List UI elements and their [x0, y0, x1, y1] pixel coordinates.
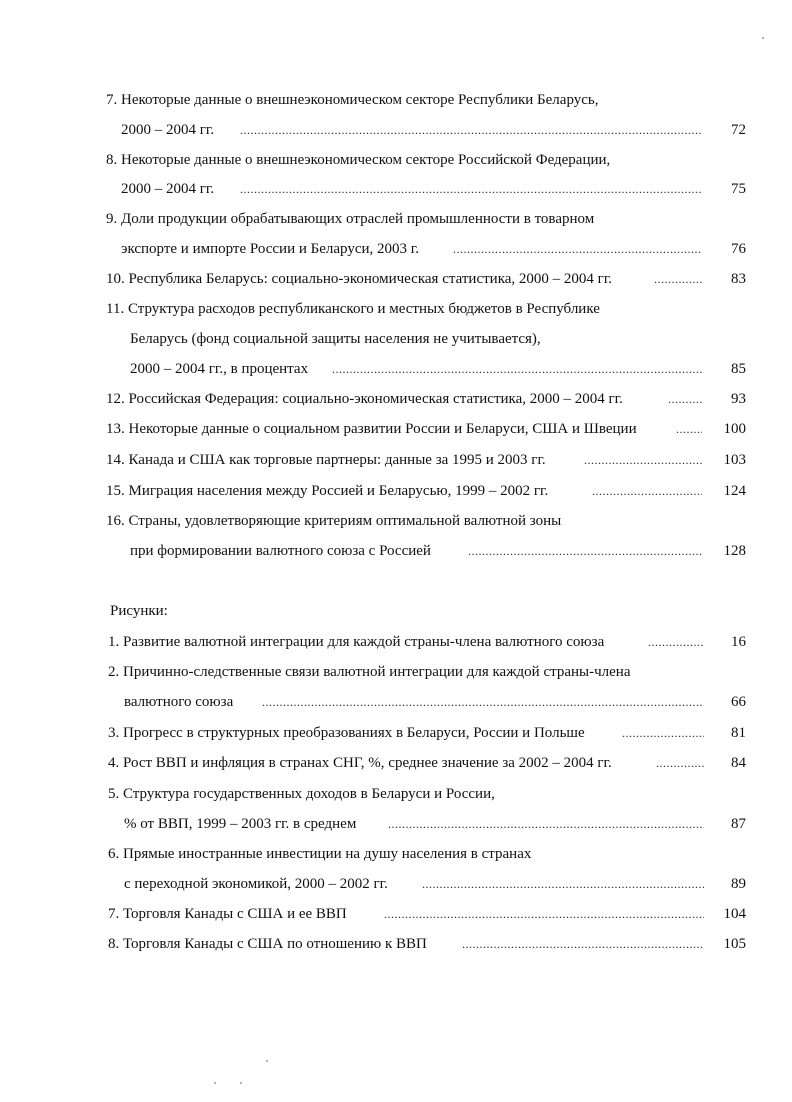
page-number: 85	[731, 361, 746, 377]
leader-dots	[584, 449, 702, 471]
toc-figure-4	[0, 752, 792, 774]
page-number: 81	[731, 725, 746, 741]
toc-table-9	[0, 208, 792, 230]
toc-entry-text: 4. Рост ВВП и инфляция в странах СНГ, %, среднее значение за 2002 – 2004 гг.	[108, 755, 612, 771]
toc-entry-text: 5. Структура государственных доходов в Беларуси и России,	[108, 786, 495, 802]
leader-dots	[654, 268, 702, 290]
page-number: 75	[731, 181, 746, 197]
page-number: 76	[731, 241, 746, 257]
toc-figure-6-cont	[0, 873, 792, 895]
toc-table-16-cont	[0, 540, 792, 562]
page-number: 83	[731, 271, 746, 287]
toc-entry-text: 15. Миграция населения между Россией и Беларусью, 1999 – 2002 гг.	[106, 483, 549, 499]
toc-entry-text: экспорте и импорте России и Беларуси, 2003 г.	[121, 241, 419, 257]
toc-entry-text: 2000 – 2004 гг., в процентах	[130, 361, 309, 377]
page-number: 124	[723, 483, 746, 499]
leader-dots	[648, 631, 704, 653]
toc-entry-text: с переходной экономикой, 2000 – 2002 гг.	[124, 876, 388, 892]
leader-dots	[468, 540, 702, 562]
toc-entry-text: Беларусь (фонд социальной защиты населения не учитывается),	[130, 331, 541, 347]
page-number: 105	[723, 936, 746, 952]
page-number: 100	[723, 421, 746, 437]
toc-figure-2	[0, 661, 792, 683]
page-number: 72	[731, 122, 746, 138]
toc-entry-text: 3. Прогресс в структурных преобразованиях в Беларуси, России и Польше	[108, 725, 585, 741]
page-number: 128	[723, 543, 746, 559]
toc-entry-text: 6. Прямые иностранные инвестиции на душу населения в странах	[108, 846, 532, 862]
leader-dots	[656, 752, 704, 774]
scan-speck	[214, 1082, 216, 1084]
leader-dots	[592, 480, 702, 502]
page-number: 66	[731, 694, 746, 710]
toc-entry-text: 2. Причинно-следственные связи валютной интеграции для каждой страны-члена	[108, 664, 631, 680]
toc-entry-text: 12. Российская Федерация: социально-экономическая статистика, 2000 – 2004 гг.	[106, 391, 623, 407]
leader-dots	[422, 873, 704, 895]
leader-dots	[453, 238, 702, 260]
leader-dots	[240, 178, 702, 200]
toc-table-10	[0, 268, 792, 290]
leader-dots	[384, 903, 704, 925]
toc-figure-1	[0, 631, 792, 653]
toc-table-13	[0, 418, 792, 440]
page-number: 104	[723, 906, 746, 922]
toc-figure-3	[0, 722, 792, 744]
toc-figure-6	[0, 843, 792, 865]
leader-dots	[388, 813, 704, 835]
toc-entry-text: валютного союза	[124, 694, 234, 710]
toc-table-16	[0, 510, 792, 532]
leader-dots	[332, 358, 702, 380]
figures-heading: Рисунки:	[110, 603, 168, 619]
toc-entry-text: 7. Торговля Канады с США и ее ВВП	[108, 906, 347, 922]
toc-entry-text: 7. Некоторые данные о внешнеэкономическом секторе Республики Беларусь,	[106, 92, 599, 108]
toc-figure-8	[0, 933, 792, 955]
page-number: 87	[731, 816, 746, 832]
toc-entry-text: % от ВВП, 1999 – 2003 гг. в среднем	[124, 816, 357, 832]
toc-entry-text: 13. Некоторые данные о социальном развитии России и Беларуси, США и Швеции	[106, 421, 637, 437]
page-number: 103	[723, 452, 746, 468]
page-number: 16	[731, 634, 746, 650]
toc-table-15	[0, 480, 792, 502]
toc-entry-text: 9. Доли продукции обрабатывающих отраслей промышленности в товарном	[106, 211, 595, 227]
toc-table-11	[0, 298, 792, 320]
toc-table-7-cont	[0, 119, 792, 141]
toc-table-9-cont	[0, 238, 792, 260]
toc-entry-text: 8. Некоторые данные о внешнеэкономическом секторе Российской Федерации,	[106, 152, 611, 168]
leader-dots	[668, 388, 702, 410]
leader-dots	[462, 933, 704, 955]
scan-speck	[762, 37, 764, 39]
leader-dots	[262, 691, 704, 713]
toc-entry-text: 14. Канада и США как торговые партнеры: данные за 1995 и 2003 гг.	[106, 452, 546, 468]
toc-entry-text: 10. Республика Беларусь: социально-экономическая статистика, 2000 – 2004 гг.	[106, 271, 613, 287]
toc-entry-text: 8. Торговля Канады с США по отношению к ВВП	[108, 936, 427, 952]
toc-entry-text: 11. Структура расходов республиканского и местных бюджетов в Республике	[106, 301, 600, 317]
toc-table-14	[0, 449, 792, 471]
toc-table-8-cont	[0, 178, 792, 200]
page-number: 84	[731, 755, 746, 771]
toc-entry-text: 2000 – 2004 гг.	[121, 122, 215, 138]
toc-table-12	[0, 388, 792, 410]
toc-figure-2-cont	[0, 691, 792, 713]
toc-table-8	[0, 149, 792, 171]
toc-entry-text: 2000 – 2004 гг.	[121, 181, 215, 197]
scan-speck	[240, 1082, 242, 1084]
page-number: 93	[731, 391, 746, 407]
toc-table-11-cont2	[0, 358, 792, 380]
leader-dots	[622, 722, 704, 744]
page-number: 89	[731, 876, 746, 892]
toc-figure-5-cont	[0, 813, 792, 835]
scan-speck	[266, 1060, 268, 1062]
toc-figure-5	[0, 783, 792, 805]
leader-dots	[240, 119, 702, 141]
toc-figure-7	[0, 903, 792, 925]
toc-table-7	[0, 89, 792, 111]
toc-entry-text: 16. Страны, удовлетворяющие критериям оптимальной валютной зоны	[106, 513, 562, 529]
leader-dots	[676, 418, 702, 440]
toc-entry-text: при формировании валютного союза с Россией	[130, 543, 431, 559]
toc-entry-text: 1. Развитие валютной интеграции для каждой страны-члена валютного союза	[108, 634, 605, 650]
toc-table-11-cont	[0, 328, 792, 350]
